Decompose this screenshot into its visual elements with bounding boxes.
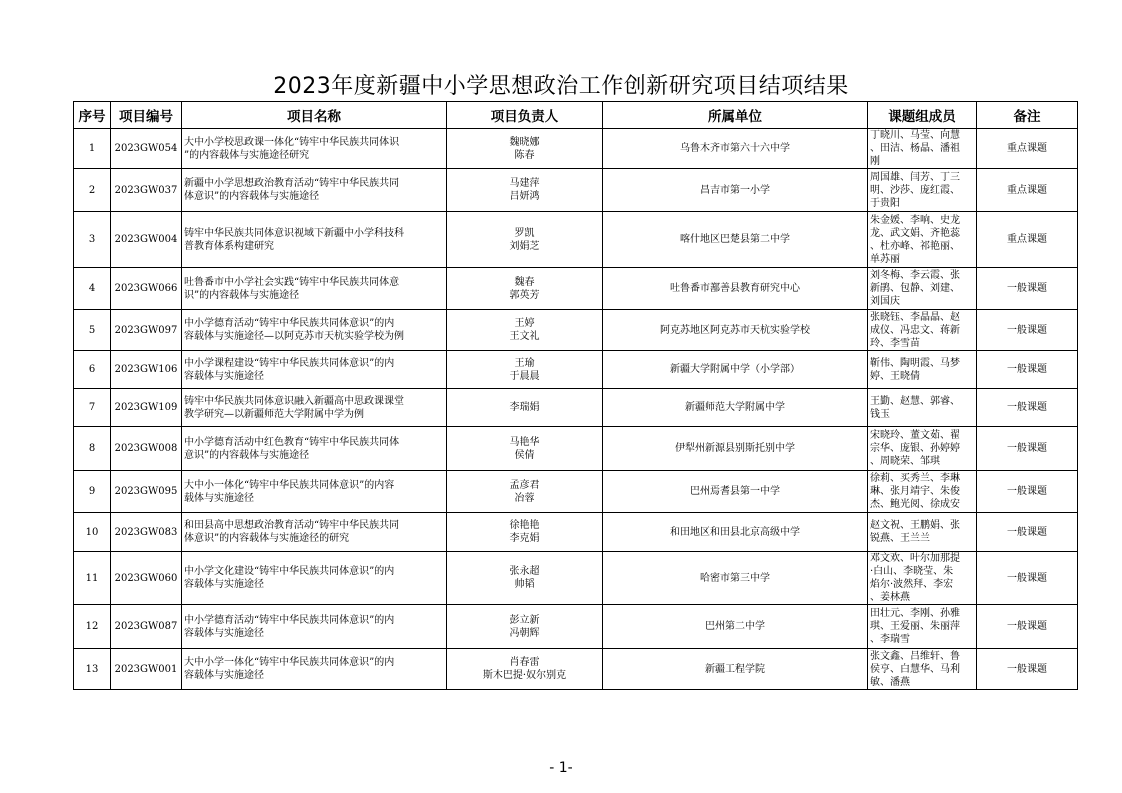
- project-leader-cell: [447, 471, 603, 513]
- members-line: 锐燕、王兰兰: [870, 533, 930, 544]
- project-code-cell: 2023GW097: [111, 310, 182, 351]
- project-leader-name: 王瑜: [514, 357, 535, 369]
- project-leader-cell: [447, 427, 603, 471]
- members-cell: [868, 310, 977, 351]
- members-line: 周国雄、闫芳、丁三: [870, 171, 960, 183]
- project-name-line: 中小学德育活动“铸牢中华民族共同体意识”的内: [184, 318, 395, 329]
- header-unit: 所属单位: [603, 102, 868, 129]
- members-line: 徐莉、买秀兰、李琳: [870, 473, 960, 484]
- members-line: 宋晓玲、董文茹、翟: [870, 430, 960, 441]
- project-name-line: 大中小一体化“铸牢中华民族共同体意识”的内容: [184, 479, 395, 491]
- project-code-cell: 2023GW001: [111, 649, 182, 690]
- project-leader-name: 郭英芳: [509, 289, 540, 301]
- serial-number-cell: 13: [74, 649, 111, 690]
- project-code-cell: 2023GW054: [111, 129, 182, 169]
- project-leader-name: 刘娟芝: [509, 240, 540, 252]
- header-project-leader: 项目负责人: [447, 102, 603, 129]
- project-name-cell: [182, 129, 447, 169]
- project-name-line: ”的内容载体与实施途径研究: [184, 149, 310, 161]
- members-cell: [868, 427, 977, 471]
- members-cell: [868, 351, 977, 389]
- serial-number-cell: 6: [74, 351, 111, 389]
- members-line: 单苏丽: [870, 253, 900, 265]
- members-cell: [868, 389, 977, 427]
- note-cell: 一般课题: [977, 351, 1078, 389]
- project-leader-cell: [447, 169, 603, 212]
- note-cell: 重点课题: [977, 129, 1078, 169]
- project-name-line: 吐鲁番市中小学社会实践“铸牢中华民族共同体意: [184, 276, 400, 288]
- project-name-line: 中小学课程建设“铸牢中华民族共同体意识”的内: [184, 357, 395, 369]
- project-name-line: 普教育体系构建研究: [184, 240, 274, 252]
- project-code-cell: 2023GW087: [111, 605, 182, 649]
- project-name-cell: [182, 351, 447, 389]
- project-name-line: 容载体与实施途径: [184, 670, 264, 681]
- note-cell: 一般课题: [977, 471, 1078, 513]
- serial-number-cell: 4: [74, 268, 111, 310]
- project-code-cell: 2023GW109: [111, 389, 182, 427]
- members-line: 、田洁、杨晶、潘祖: [870, 143, 960, 154]
- table-row: [74, 310, 1078, 351]
- serial-number-cell: 8: [74, 427, 111, 471]
- members-line: 刘国庆: [870, 296, 900, 307]
- project-leader-name: 徐艳艳: [509, 520, 540, 531]
- project-leader-cell: [447, 649, 603, 690]
- project-leader-name: 冶蓉: [514, 492, 535, 504]
- project-leader-name: 罗凯: [514, 227, 535, 239]
- project-name-line: 识”的内容载体与实施途径: [184, 289, 300, 301]
- project-leader-cell: [447, 310, 603, 351]
- project-leader-name: 帅韬: [514, 579, 535, 590]
- project-leader-name: 王婷: [514, 318, 535, 329]
- project-leader-name: 马建萍: [509, 178, 540, 189]
- project-leader-cell: [447, 513, 603, 552]
- project-name-line: 容载体与实施途径: [184, 579, 264, 590]
- project-code-cell: 2023GW060: [111, 552, 182, 605]
- table-row: [74, 471, 1078, 513]
- members-line: 丁晓川、马莹、向慧: [870, 130, 960, 141]
- table-row: [74, 212, 1078, 268]
- project-code-cell: 2023GW095: [111, 471, 182, 513]
- unit-cell: 新疆工程学院: [603, 649, 868, 690]
- project-leader-name: 李瑞娟: [509, 402, 540, 413]
- project-name-line: 大中小学一体化“铸牢中华民族共同体意识”的内: [184, 657, 395, 668]
- members-line: 明、沙莎、庞红霞、: [870, 184, 960, 196]
- members-cell: [868, 212, 977, 268]
- project-name-line: 中小学文化建设“铸牢中华民族共同体意识”的内: [184, 566, 395, 577]
- table-row: [74, 268, 1078, 310]
- project-name-line: 容载体与实施途径: [184, 370, 264, 382]
- members-cell: [868, 552, 977, 605]
- header-note: 备注: [977, 102, 1078, 129]
- header-project-name: 项目名称: [182, 102, 447, 129]
- members-line: 琪、王爱丽、朱丽萍: [870, 621, 960, 632]
- members-line: 龙、武文娟、齐艳蕊: [870, 227, 960, 239]
- project-leader-name: 于晨晨: [509, 370, 540, 382]
- members-line: 张晓钰、李晶晶、赵: [870, 311, 960, 323]
- table-row: [74, 129, 1078, 169]
- project-leader-cell: [447, 212, 603, 268]
- serial-number-cell: 3: [74, 212, 111, 268]
- members-line: 、杜亦峰、祁艳丽、: [870, 240, 960, 252]
- members-cell: [868, 649, 977, 690]
- members-line: 赵文祝、王鹏娟、张: [870, 520, 960, 531]
- unit-cell: 巴州焉耆县第一中学: [603, 471, 868, 513]
- project-name-cell: [182, 471, 447, 513]
- members-line: 朱金媛、李响、史龙: [870, 214, 960, 226]
- project-code-cell: 2023GW008: [111, 427, 182, 471]
- unit-cell: 乌鲁木齐市第六十六中学: [603, 129, 868, 169]
- project-leader-name: 魏春: [514, 276, 535, 288]
- project-leader-cell: [447, 351, 603, 389]
- project-leader-name: 肖春雷: [509, 657, 540, 668]
- serial-number-cell: 11: [74, 552, 111, 605]
- serial-number-cell: 9: [74, 471, 111, 513]
- project-leader-name: 魏晓娜: [509, 136, 540, 148]
- project-name-cell: [182, 389, 447, 427]
- serial-number-cell: 2: [74, 169, 111, 212]
- project-name-cell: [182, 605, 447, 649]
- serial-number-cell: 12: [74, 605, 111, 649]
- members-line: 、周晓荣、邹琪: [870, 456, 940, 467]
- unit-cell: 昌吉市第一小学: [603, 169, 868, 212]
- table-row: [74, 351, 1078, 389]
- members-line: 刘冬梅、李云霞、张: [870, 270, 960, 281]
- table-row: [74, 389, 1078, 427]
- project-name-line: 容载体与实施途径: [184, 627, 264, 639]
- results-table: [73, 101, 1078, 690]
- note-cell: 重点课题: [977, 212, 1078, 268]
- serial-number-cell: 7: [74, 389, 111, 427]
- project-name-line: 载体与实施途径: [184, 492, 254, 504]
- project-leader-cell: [447, 552, 603, 605]
- project-name-line: 意识”的内容载体与实施途径: [184, 449, 310, 461]
- project-name-line: 和田县高中思想政治教育活动“铸牢中华民族共同: [184, 520, 400, 531]
- project-name-cell: [182, 552, 447, 605]
- members-line: 于贵阳: [870, 197, 900, 209]
- table-row: [74, 513, 1078, 552]
- project-name-cell: [182, 169, 447, 212]
- members-line: 成仪、冯忠文、蒋新: [870, 324, 960, 336]
- members-line: 侯亨、白慧华、马利: [870, 663, 960, 675]
- unit-cell: 阿克苏地区阿克苏市天杭实验学校: [603, 310, 868, 351]
- note-cell: 重点课题: [977, 169, 1078, 212]
- note-cell: 一般课题: [977, 513, 1078, 552]
- members-line: 宗华、庞银、孙婷婷: [870, 443, 960, 454]
- project-name-cell: [182, 427, 447, 471]
- members-line: 婷、王晓倩: [870, 370, 920, 382]
- project-leader-cell: [447, 129, 603, 169]
- project-leader-cell: [447, 389, 603, 427]
- members-line: 王勤、赵慧、郭睿、: [870, 395, 960, 407]
- project-name-cell: [182, 649, 447, 690]
- members-line: 、姜林燕: [870, 592, 910, 603]
- note-cell: 一般课题: [977, 552, 1078, 605]
- project-leader-name: 冯朝辉: [509, 627, 540, 639]
- project-name-line: 铸牢中华民族共同体意识视域下新疆中小学科技科: [184, 227, 404, 239]
- members-line: 钱玉: [870, 408, 890, 420]
- unit-cell: 新疆师范大学附属中学: [603, 389, 868, 427]
- table-row: [74, 649, 1078, 690]
- project-code-cell: 2023GW037: [111, 169, 182, 212]
- unit-cell: 吐鲁番市鄯善县教育研究中心: [603, 268, 868, 310]
- project-code-cell: 2023GW083: [111, 513, 182, 552]
- unit-cell: 巴州第二中学: [603, 605, 868, 649]
- note-cell: 一般课题: [977, 427, 1078, 471]
- project-name-line: 铸牢中华民族共同体意识融入新疆高中思政课课堂: [184, 395, 404, 407]
- members-cell: [868, 268, 977, 310]
- project-name-line: 体意识”的内容载体与实施途径的研究: [184, 533, 350, 544]
- header-project-code: 项目编号: [111, 102, 182, 129]
- members-line: 敏、潘燕: [870, 676, 910, 688]
- project-leader-name: 张永超: [509, 566, 540, 577]
- project-name-cell: [182, 310, 447, 351]
- project-leader-name: 王文礼: [509, 331, 540, 342]
- table-row: [74, 605, 1078, 649]
- serial-number-cell: 1: [74, 129, 111, 169]
- note-cell: 一般课题: [977, 605, 1078, 649]
- serial-number-cell: 5: [74, 310, 111, 351]
- note-cell: 一般课题: [977, 389, 1078, 427]
- project-name-line: 容载体与实施途径—以阿克苏市天杭实验学校为例: [184, 331, 404, 342]
- project-leader-name: 陈春: [514, 149, 535, 161]
- project-name-line: 体意识”的内容载体与实施途径: [184, 191, 320, 202]
- project-code-cell: 2023GW066: [111, 268, 182, 310]
- project-name-cell: [182, 513, 447, 552]
- serial-number-cell: 10: [74, 513, 111, 552]
- members-cell: [868, 605, 977, 649]
- header-members: 课题组成员: [868, 102, 977, 129]
- table-row: [74, 427, 1078, 471]
- table-row: [74, 552, 1078, 605]
- members-cell: [868, 471, 977, 513]
- project-name-line: 中小学德育活动中红色教育“铸牢中华民族共同体: [184, 436, 400, 448]
- header-serial: 序号: [74, 102, 111, 129]
- members-line: 刚: [870, 156, 880, 167]
- project-leader-name: 李克娟: [509, 533, 540, 544]
- members-line: 玲、李雪苗: [870, 337, 920, 349]
- note-cell: 一般课题: [977, 649, 1078, 690]
- unit-cell: 新疆大学附属中学（小学部）: [603, 351, 868, 389]
- project-name-line: 教学研究—以新疆师范大学附属中学为例: [184, 408, 364, 420]
- members-line: 、李瑞雪: [870, 634, 910, 645]
- project-code-cell: 2023GW106: [111, 351, 182, 389]
- unit-cell: 哈密市第三中学: [603, 552, 868, 605]
- project-name-line: 中小学德育活动“铸牢中华民族共同体意识”的内: [184, 614, 395, 626]
- project-name-cell: [182, 212, 447, 268]
- unit-cell: 喀什地区巴楚县第二中学: [603, 212, 868, 268]
- note-cell: 一般课题: [977, 310, 1078, 351]
- table-row: [74, 169, 1078, 212]
- members-line: ·白山、李晓莹、朱: [870, 566, 954, 577]
- members-cell: [868, 129, 977, 169]
- members-cell: [868, 513, 977, 552]
- project-leader-name: 彭立新: [509, 614, 540, 626]
- members-line: 邓文欢、叶尔加那提: [870, 553, 960, 564]
- members-line: 琳、张月靖宇、朱俊: [870, 486, 960, 497]
- note-cell: 一般课题: [977, 268, 1078, 310]
- project-leader-name: 马艳华: [509, 436, 540, 448]
- members-line: 田壮元、李刚、孙雅: [870, 608, 960, 619]
- project-leader-name: 斯木巴提·奴尔别克: [482, 670, 567, 681]
- members-line: 新鹃、包静、刘建、: [870, 283, 960, 294]
- project-name-line: 新疆中小学思想政治教育活动“铸牢中华民族共同: [184, 178, 400, 189]
- members-line: 杰、鲍光阅、徐成安: [870, 499, 960, 510]
- project-leader-name: 吕妍鸿: [509, 191, 540, 202]
- project-code-cell: 2023GW004: [111, 212, 182, 268]
- project-leader-cell: [447, 605, 603, 649]
- members-cell: [868, 169, 977, 212]
- project-name-line: 大中小学校思政课一体化“铸牢中华民族共同体识: [184, 136, 400, 148]
- project-leader-name: 侯倩: [514, 449, 535, 461]
- project-leader-name: 孟彦君: [509, 479, 540, 491]
- members-line: 靳伟、陶明霞、马梦: [870, 357, 960, 369]
- members-line: 张文鑫、吕维轩、鲁: [870, 650, 960, 662]
- table-header-row: [74, 102, 1078, 129]
- members-line: 焰尔·波然拜、李宏: [870, 579, 954, 590]
- page-title: 2023年度新疆中小学思想政治工作创新研究项目结项结果: [273, 74, 849, 99]
- unit-cell: 和田地区和田县北京高级中学: [603, 513, 868, 552]
- unit-cell: 伊犁州新源县别斯托别中学: [603, 427, 868, 471]
- project-name-cell: [182, 268, 447, 310]
- page-number: - 1-: [549, 760, 573, 776]
- project-leader-cell: [447, 268, 603, 310]
